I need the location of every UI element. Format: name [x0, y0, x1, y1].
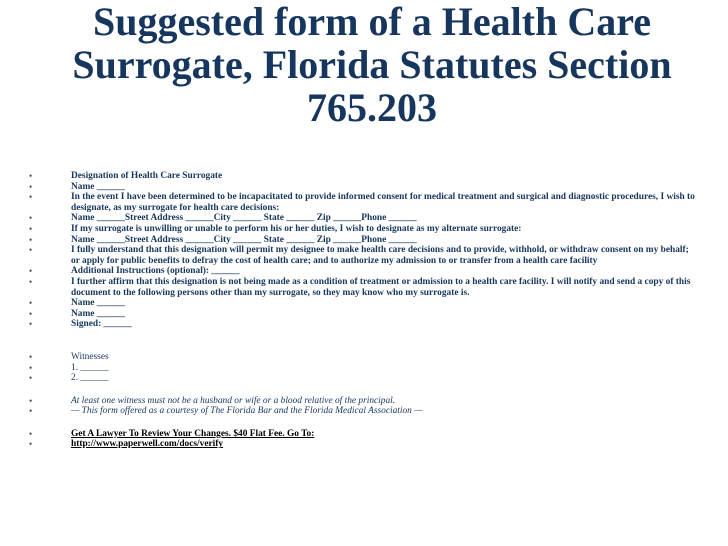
surrogate-address-field: Name ______Street Address ______City ______ State ______ Zip ______Phone ______	[71, 213, 417, 224]
signature-field: Signed: ______	[71, 319, 132, 330]
bullet-icon: •	[29, 351, 33, 362]
alternate-address-field: Name ______Street Address ______City ______ State ______ Zip ______Phone ______	[71, 234, 417, 245]
bullet-icon: •	[29, 276, 33, 287]
witness-field: 2. ______	[71, 373, 109, 384]
list-item	[29, 439, 697, 450]
additional-instructions-field: Additional Instructions (optional): ______	[71, 266, 240, 277]
bullet-icon: •	[29, 319, 33, 330]
designation-statement: In the event I have been determined to be incapacitated to provide informed consent for medical treatment and surgical and diagnostic procedures, I wish to designate, as my surrogate for health care decisions:	[71, 192, 695, 213]
list-item	[29, 298, 697, 309]
lawyer-review-link[interactable]: Get A Lawyer To Review Your Changes. $40 Flat Fee. Go To:	[71, 428, 315, 439]
notify-name-field: Name ______	[71, 308, 125, 319]
bullet-icon: •	[29, 234, 33, 245]
witness-field: 1. ______	[71, 362, 109, 373]
list-item	[29, 192, 697, 213]
list-item	[29, 171, 697, 182]
bullet-icon: •	[29, 266, 33, 277]
list-item	[29, 352, 697, 363]
surrogate-name-field: Name ______	[71, 181, 125, 192]
list-item	[29, 266, 697, 277]
alternate-statement: If my surrogate is unwilling or unable to perform his or her duties, I wish to designate as my alternate surrogate:	[71, 223, 522, 234]
bullet-icon: •	[29, 171, 33, 181]
list-item	[29, 213, 697, 224]
bullet-icon: •	[29, 245, 33, 256]
bullet-icon: •	[29, 192, 33, 203]
bullet-icon: •	[29, 181, 33, 192]
bullet-icon: •	[29, 298, 33, 309]
bullet-icon: •	[29, 308, 33, 319]
list-item	[29, 235, 697, 246]
courtesy-note: — This form offered as a courtesy of The Florida Bar and the Florida Medical Association —	[71, 406, 423, 417]
understanding-statement: I fully understand that this designation will permit my designee to make health care decisions and to provide, withhold, or withdraw consent on my behalf; or apply for public benefits to defray the cost of health care; and to authorize my admission to or transfer from a health care facility	[71, 245, 689, 266]
notify-name-field: Name ______	[71, 298, 125, 309]
list-item	[29, 429, 697, 440]
witness-note: At least one witness must not be a husband or wife or a blood relative of the principal.	[71, 395, 396, 406]
list-item	[29, 277, 697, 298]
list-item	[29, 224, 697, 235]
bullet-icon: •	[29, 428, 33, 439]
bullet-icon: •	[29, 373, 33, 384]
list-item	[29, 406, 697, 417]
witnesses-heading: Witnesses	[71, 351, 109, 362]
list-item	[29, 363, 697, 374]
section-heading: Designation of Health Care Surrogate	[71, 171, 223, 181]
bullet-icon: •	[29, 223, 33, 234]
bullet-icon: •	[29, 406, 33, 417]
list-item	[29, 319, 697, 330]
bullet-icon: •	[29, 439, 33, 450]
list-item	[29, 309, 697, 320]
list-item	[29, 396, 697, 407]
verify-url-link[interactable]: http://www.paperwell.com/docs/verify	[71, 439, 224, 450]
list-item	[29, 373, 697, 384]
affirmation-statement: I further affirm that this designation is not being made as a condition of treatment or admission to a health care facility. I will notify and send a copy of this document to the following persons other than my surrogate, so they may know who my surrogate is.	[71, 276, 691, 298]
page-title: Suggested form of a Health Care Surrogate, Florida Statutes Section 765.203	[72, 0, 672, 130]
bullet-icon: •	[29, 362, 33, 373]
bullet-icon: •	[29, 213, 33, 224]
bullet-icon: •	[29, 395, 33, 406]
list-item	[29, 245, 697, 266]
form-field-list	[29, 171, 697, 450]
list-item	[29, 182, 697, 193]
